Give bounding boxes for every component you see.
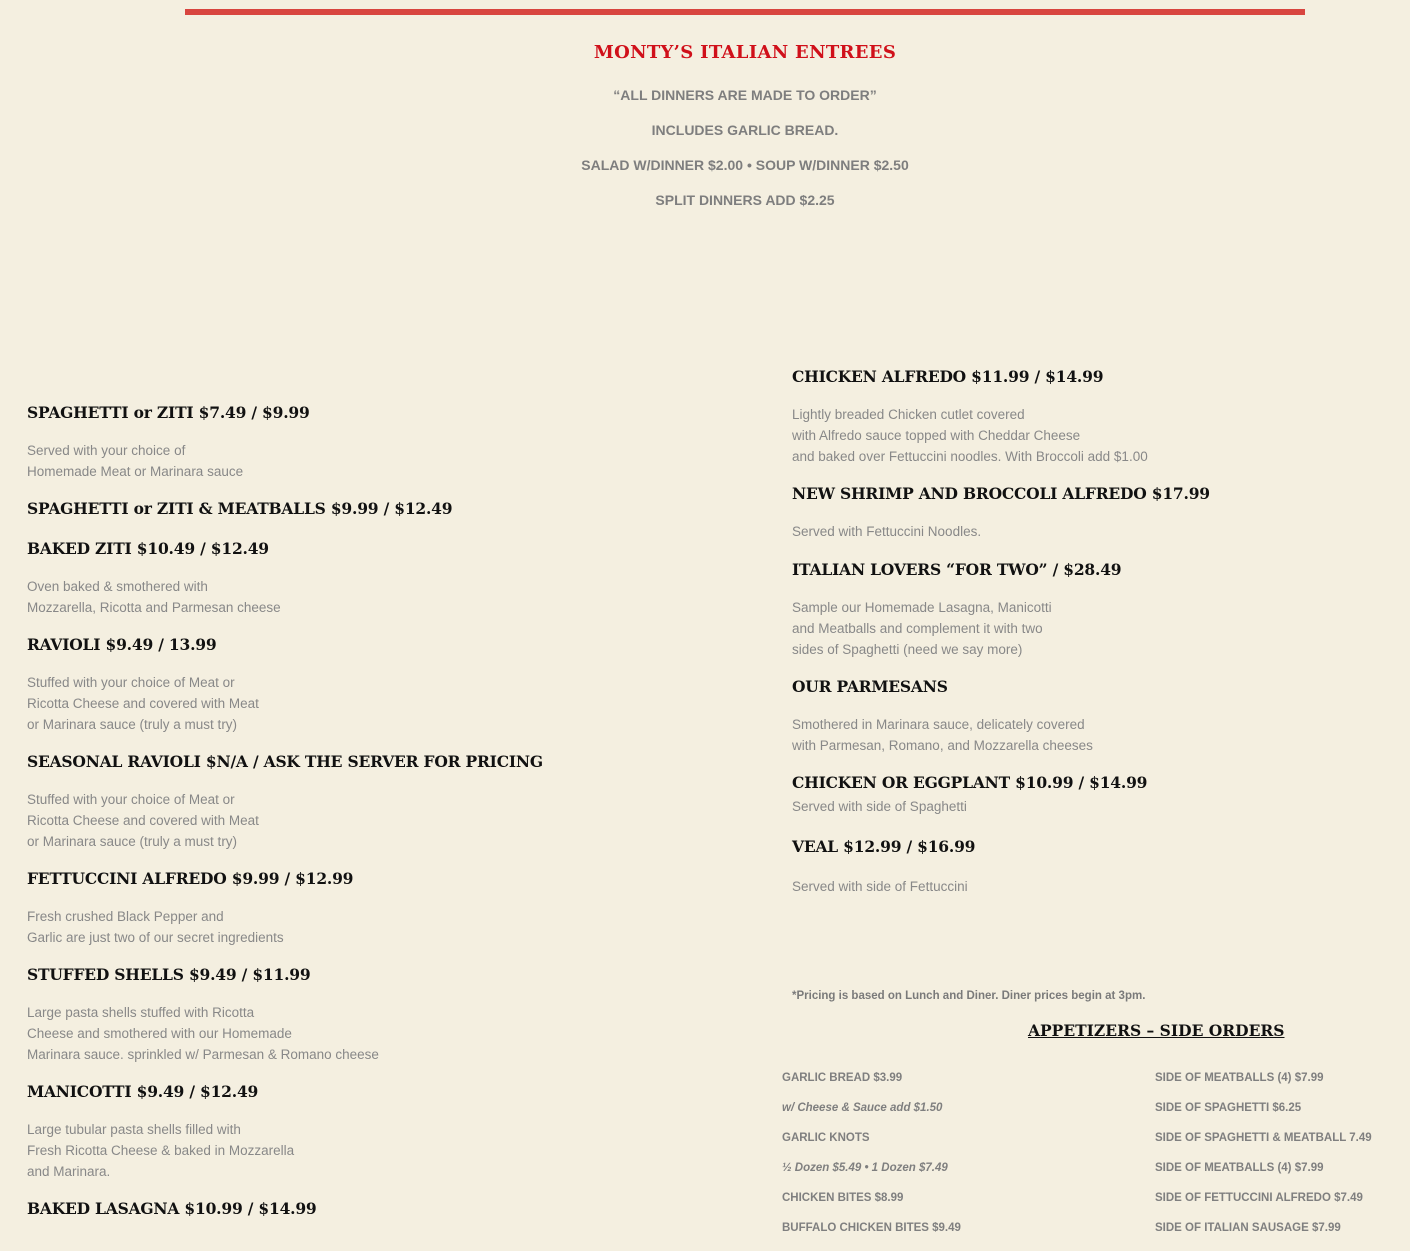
pricing-note: *Pricing is based on Lunch and Diner. Diner prices begin at 3pm. bbox=[792, 990, 1146, 1002]
item-description: Stuffed with your choice of Meat or Ricotta Cheese and covered with Meat or Marinara sauce (truly a must try) bbox=[27, 675, 259, 732]
item-description: Fresh crushed Black Pepper and Garlic are just two of our secret ingredients bbox=[27, 909, 284, 945]
list-item: SIDE OF SPAGHETTI $6.25 bbox=[1155, 1102, 1302, 1114]
item-title: ITALIAN LOVERS “FOR TWO” / $28.49 bbox=[792, 560, 1122, 579]
list-item: GARLIC BREAD $3.99 bbox=[782, 1072, 903, 1084]
menu-item-veal bbox=[792, 837, 1392, 897]
note-garlic-bread: INCLUDES GARLIC BREAD. bbox=[651, 122, 839, 138]
item-description: Served with side of Spaghetti bbox=[792, 799, 967, 814]
menu-item-ravioli bbox=[27, 635, 747, 735]
item-title: SPAGHETTI or ZITI $7.49 / $9.99 bbox=[27, 403, 310, 422]
menu-item-chicken-alfredo bbox=[792, 367, 1392, 467]
appetizers-left-list bbox=[782, 1071, 961, 1251]
item-title: OUR PARMESANS bbox=[792, 677, 948, 696]
menu-item-baked-ziti bbox=[27, 539, 747, 618]
item-description: Served with Fettuccini Noodles. bbox=[792, 524, 982, 539]
item-description: Stuffed with your choice of Meat or Ricotta Cheese and covered with Meat or Marinara sauce (truly a must try) bbox=[27, 792, 259, 849]
menu-item-shrimp-broccoli-alfredo bbox=[792, 484, 1392, 542]
list-item: w/ Cheese & Sauce add $1.50 bbox=[782, 1102, 943, 1114]
note-split-dinners: SPLIT DINNERS ADD $2.25 bbox=[655, 192, 835, 208]
menu-item-stuffed-shells bbox=[27, 965, 747, 1065]
item-description: Lightly breaded Chicken cutlet covered with Alfredo sauce topped with Cheddar Cheese and baked over Fettuccini noodles. With Broccoli add $1.00 bbox=[792, 407, 1148, 464]
item-title: SEASONAL RAVIOLI $N/A / ASK THE SERVER FOR PRICING bbox=[27, 752, 543, 771]
item-title: STUFFED SHELLS $9.49 / $11.99 bbox=[27, 965, 311, 984]
appetizers-right-list bbox=[1155, 1071, 1372, 1251]
item-description: Served with your choice of Homemade Meat or Marinara sauce bbox=[27, 443, 244, 479]
list-item: SIDE OF MEATBALLS (4) $7.99 bbox=[1155, 1072, 1324, 1084]
menu-item-spaghetti-meatballs bbox=[27, 499, 747, 519]
item-title: CHICKEN OR EGGPLANT $10.99 / $14.99 bbox=[792, 773, 1148, 792]
list-item: SIDE OF ITALIAN SAUSAGE $7.99 bbox=[1155, 1222, 1341, 1234]
menu-item-italian-lovers bbox=[792, 560, 1392, 660]
item-title: BAKED LASAGNA $10.99 / $14.99 bbox=[27, 1199, 317, 1218]
menu-item-seasonal-ravioli bbox=[27, 752, 747, 852]
item-title: NEW SHRIMP AND BROCCOLI ALFREDO $17.99 bbox=[792, 484, 1210, 503]
list-item: SIDE OF MEATBALLS (4) $7.99 bbox=[1155, 1162, 1324, 1174]
menu-item-fettuccini-alfredo bbox=[27, 869, 747, 948]
note-salad-soup: SALAD W/DINNER $2.00 • SOUP W/DINNER $2.50 bbox=[581, 157, 909, 173]
item-description: Smothered in Marinara sauce, delicately covered with Parmesan, Romano, and Mozzarella cheeses bbox=[792, 717, 1093, 753]
menu-item-manicotti bbox=[27, 1082, 747, 1182]
menu-item-parmesans bbox=[792, 677, 1392, 756]
item-title: CHICKEN ALFREDO $11.99 / $14.99 bbox=[792, 367, 1104, 386]
list-item: ½ Dozen $5.49 • 1 Dozen $7.49 bbox=[782, 1162, 948, 1174]
item-description: Large tubular pasta shells filled with Fresh Ricotta Cheese & baked in Mozzarella and Marinara. bbox=[27, 1122, 295, 1179]
appetizers-title: APPETIZERS – SIDE ORDERS bbox=[1028, 1021, 1285, 1040]
item-title: BAKED ZITI $10.49 / $12.49 bbox=[27, 539, 269, 558]
item-description: Large pasta shells stuffed with Ricotta Cheese and smothered with our Homemade Marinara sauce. sprinkled w/ Parmesan & Romano cheese bbox=[27, 1005, 379, 1062]
item-description: Oven baked & smothered with Mozzarella, Ricotta and Parmesan cheese bbox=[27, 579, 281, 615]
menu-item-chicken-eggplant bbox=[792, 773, 1392, 817]
item-description: Served with side of Fettuccini bbox=[792, 879, 968, 894]
item-title: VEAL $12.99 / $16.99 bbox=[792, 837, 976, 856]
item-title: SPAGHETTI or ZITI & MEATBALLS $9.99 / $12.49 bbox=[27, 499, 453, 518]
page-title: MONTY’S ITALIAN ENTREES bbox=[593, 42, 897, 63]
list-item: SIDE OF FETTUCCINI ALFREDO $7.49 bbox=[1155, 1192, 1363, 1204]
item-title: MANICOTTI $9.49 / $12.49 bbox=[27, 1082, 259, 1101]
top-divider bbox=[185, 9, 1305, 15]
list-item: GARLIC KNOTS bbox=[782, 1132, 870, 1144]
item-title: RAVIOLI $9.49 / 13.99 bbox=[27, 635, 217, 654]
item-title: FETTUCCINI ALFREDO $9.99 / $12.99 bbox=[27, 869, 354, 888]
item-description: Sample our Homemade Lasagna, Manicotti and Meatballs and complement it with two sides of Spaghetti (need we say more) bbox=[792, 600, 1052, 657]
menu-item-baked-lasagna bbox=[27, 1199, 747, 1219]
list-item: CHICKEN BITES $8.99 bbox=[782, 1192, 904, 1204]
menu-item-spaghetti-ziti bbox=[27, 403, 747, 482]
note-made-to-order: “ALL DINNERS ARE MADE TO ORDER” bbox=[613, 87, 877, 103]
list-item: BUFFALO CHICKEN BITES $9.49 bbox=[782, 1222, 961, 1234]
list-item: SIDE OF SPAGHETTI & MEATBALL 7.49 bbox=[1155, 1132, 1372, 1144]
